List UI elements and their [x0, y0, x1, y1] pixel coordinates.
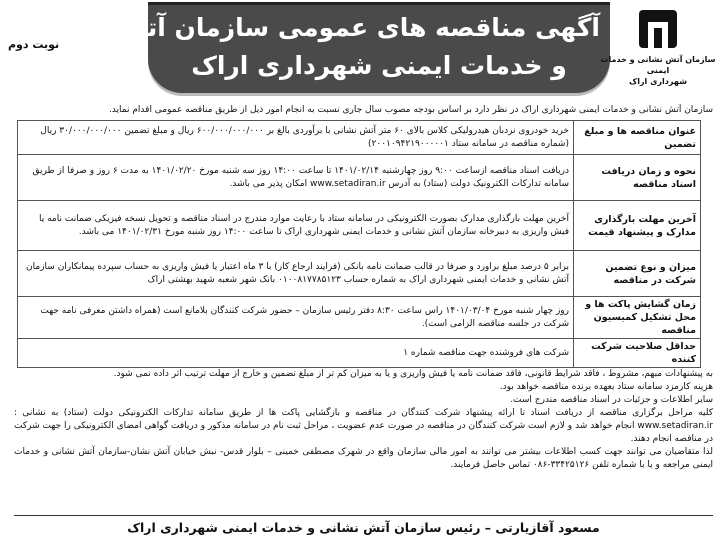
table-row — [18, 297, 701, 339]
table-row — [18, 155, 701, 201]
note-line: سایر اطلاعات و جزئیات در اسناد مناقصه مندرج است. — [510, 395, 713, 405]
table-row — [18, 339, 701, 368]
row-value: شرکت های فروشنده جهت مناقصه شماره ۱ — [18, 339, 574, 368]
row-value: دریافت اسناد مناقصه ازساعت ۹:۰۰ روز چهارشنبه ۱۴۰۱/۰۲/۱۴ تا ساعت ۱۴:۰۰ روز سه شنبه مورخ ۱۴۰۱/۰۲/۲۰ به مدت ۶ روز و صرفا از طریق سامانه تدارکات الکترونیک دولت (ستاد) به آدرس www.setadiran.ir امکان پذیر می باشد. — [18, 155, 574, 201]
title-line-1: آگهی مناقصه های عمومی سازمان آتش نشانی — [24, 13, 600, 42]
row-label: عنوان مناقصه ها و مبلغ تضمین — [574, 121, 701, 155]
row-label: میزان و نوع تضمین شرکت در مناقصه — [574, 251, 701, 297]
row-value: آخرین مهلت بارگذاری مدارک بصورت الکترونیکی در سامانه ستاد با رعایت موارد مندرج در اسناد مناقصه و تحویل نسخه فیزیکی ضمانت نامه یا فیش واریزی به دبیرخانه سازمان آتش نشانی و خدمات ایمنی شهرداری اراک تا ساعت ۱۴:۰۰ روز شنبه مورخ ۱۴۰۱/۰۲/۳۱ می باشد. — [18, 201, 574, 251]
header — [0, 0, 727, 100]
intro-paragraph: سازمان آتش نشانی و خدمات ایمنی شهرداری اراک در نظر دارد بر اساس بودجه مصوب سال جاری نسبت به انجام امور ذیل از طریق مناقصه عمومی اقدام نماید. — [108, 105, 713, 115]
signature: مسعود آقازیارتی – رئیس سازمان آتش نشانی و خدمات ایمنی شهرداری اراک — [127, 520, 600, 535]
note-line: به پیشنهادات مبهم، مشروط ، فاقد شرایط قانونی، فاقد ضمانت نامه یا فیش واریزی و یا به میزان کم تر از مبلغ تضمین و خارج از مهلت ترتیب اثر داده نمی شود. — [113, 369, 713, 379]
organization-name — [595, 54, 721, 87]
row-value: برابر ۵ درصد مبلغ براورد و صرفا در قالب ضمانت نامه بانکی (فرایند ارجاع کار) با ۳ ماه اعتبار یا فیش واریزی به حساب سپرده پیمانکاران سازمان آتش نشانی و خدمات ایمنی شهرداری اراک به شماره حساب ۰۱۰۰۸۱۷۷۸۵۱۲۳ بانک شهر شعبه شهید بهشتی اراک — [18, 251, 574, 297]
tender-details-table — [17, 120, 701, 368]
notes-section — [14, 368, 713, 472]
organization-name-line-1: سازمان آتش نشانی و خدمات ایمنی — [600, 55, 716, 75]
note-line: لذا متقاضیان می توانند جهت کسب اطلاعات بیشتر می توانند به امور مالی سازمان واقع در شهرک مصطفی خمینی – بلوار قدس- نبش خیابان آتش نشان-سازمان آتش نشانی و خدمات ایمنی مراجعه و یا با شماره تلفن ۳۳۴۲۵۱۲۶-۰۸۶ تماس حاصل فرمایند. — [14, 447, 713, 470]
table-row — [18, 201, 701, 251]
row-label: حداقل صلاحیت شرکت کننده — [574, 339, 701, 368]
signature-divider — [14, 515, 713, 516]
note-line: هزینه کارمزد سامانه ستاد بعهده برنده مناقصه خواهد بود. — [499, 382, 713, 392]
note-line: کلیه مراحل برگزاری مناقصه از دریافت اسناد تا ارائه پیشنهاد شرکت کنندگان در مناقصه و بازگشایی پاکت ها از طریق سامانه تدارکات الکترونیکی دولت (ستاد) به نشانی : www.setadiran.ir انجام خواهد شد و لازم است شرکت کنندگان در مناقصه در صورت عدم عضویت ، مراحل ثبت نام در سامانه مذکور و دریافت گواهی امضای الکترونیکی را جهت شرکت در مناقصه انجام دهند. — [14, 408, 713, 444]
row-label: آخرین مهلت بارگذاری مدارک و پیشنهاد قیمت — [574, 201, 701, 251]
row-value: خرید خودروی نردبان هیدرولیکی کلاس بالای ۶۰ متر آتش نشانی با برآوردی بالغ بر ۶۰۰/۰۰۰/۰۰۰/۰۰۰ ریال و مبلغ تضمین ۳۰/۰۰۰/۰۰۰/۰۰۰ ریال (شماره مناقصه در سامانه ستاد ۲۰۰۱۰۹۴۲۱۹۰۰۰۰۰۱) — [18, 121, 574, 155]
organization-name-line-2: شهرداری اراک — [629, 77, 687, 86]
table-row — [18, 251, 701, 297]
row-label: نحوه و زمان دریافت اسناد مناقصه — [574, 155, 701, 201]
title-line-2: و خدمات ایمنی شهرداری اراک — [191, 51, 567, 80]
publication-round: نوبت دوم — [8, 38, 60, 51]
row-label: زمان گشایش پاکت ها و محل تشکیل کمیسیون مناقصه — [574, 297, 701, 339]
row-value: روز چهار شنبه مورخ ۱۴۰۱/۰۳/۰۴ راس ساعت ۸:۳۰ دفتر رئیس سازمان – حضور شرکت کنندگان بلامانع است (همراه داشتن معرفی نامه جهت شرکت در جلسه مناقصه الزامی است). — [18, 297, 574, 339]
fire-department-logo-icon — [635, 6, 681, 52]
organization-logo-block — [595, 4, 721, 96]
table-row — [18, 121, 701, 155]
